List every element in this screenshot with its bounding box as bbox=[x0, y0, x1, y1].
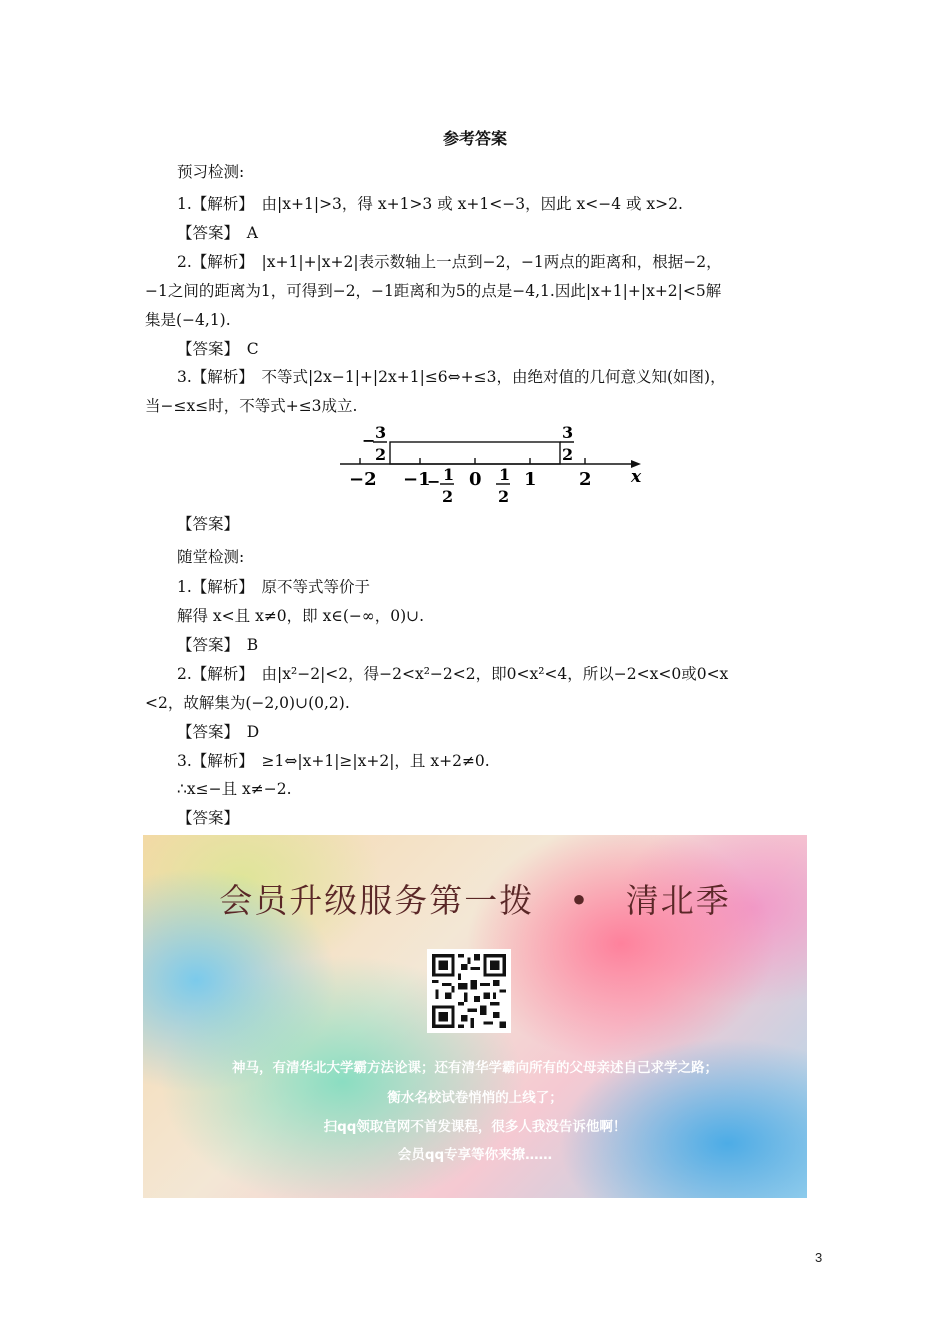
text-line: ∴x≤−且 x≠−2. bbox=[177, 780, 292, 798]
fraction-numerator: 3 bbox=[375, 423, 387, 442]
fraction-sign: − bbox=[362, 431, 376, 450]
fraction-denominator: 2 bbox=[498, 487, 510, 506]
tick-label: −1 bbox=[403, 469, 431, 490]
text-line: 1.【解析】 原不等式等价于 bbox=[177, 578, 371, 596]
tick-label: 1 bbox=[524, 469, 537, 490]
tick-label: −2 bbox=[349, 469, 377, 490]
page-number: 3 bbox=[815, 1250, 823, 1265]
fraction-numerator: 3 bbox=[562, 423, 574, 442]
fraction-denominator: 2 bbox=[442, 487, 454, 506]
text-line: 2.【解析】 由|x²−2|<2，得−2<x²−2<2，即0<x²<4，所以−2<x<0或0<x bbox=[177, 665, 729, 683]
text-line: 解得 x<且 x≠0，即 x∈(−∞，0)∪. bbox=[177, 607, 425, 625]
banner-line: 神马，有清华北大学霸方法论课；还有清华学霸向所有的父母亲述自己求学之路； bbox=[232, 1060, 718, 1076]
banner-line: 扫qq领取官网不首发课程，很多人我没告诉他啊！ bbox=[323, 1119, 627, 1135]
answer-line: 【答案】 C bbox=[177, 340, 259, 358]
banner-title: 会员升级服务第一拨 • 清北季 bbox=[219, 881, 731, 920]
tick-label: 2 bbox=[579, 469, 592, 490]
text-line: 当−≤x≤时，不等式+≤3成立. bbox=[145, 397, 358, 415]
section-heading-inclass: 随堂检测: bbox=[177, 548, 245, 566]
text-line: 3.【解析】 ≥1⇔|x+1|≥|x+2|，且 x+2≠0. bbox=[177, 752, 490, 770]
banner-line: 衡水名校试卷悄悄的上线了； bbox=[387, 1090, 563, 1106]
text-line: 3.【解析】 不等式|2x−1|+|2x+1|≤6⇔+≤3，由绝对值的几何意义知(如图)， bbox=[177, 368, 726, 386]
number-line-figure bbox=[335, 418, 655, 510]
tick-label: 0 bbox=[469, 469, 482, 490]
answer-line: 【答案】 bbox=[177, 809, 240, 827]
banner-line: 会员qq专享等你来撩…… bbox=[397, 1147, 553, 1163]
section-heading-preview: 预习检测: bbox=[177, 163, 245, 181]
fraction-sign: − bbox=[427, 472, 441, 491]
answer-line: 【答案】 B bbox=[177, 636, 259, 654]
fraction-numerator: 1 bbox=[443, 465, 455, 484]
text-line: 2.【解析】 |x+1|+|x+2|表示数轴上一点到−2，−1两点的距离和，根据−2， bbox=[177, 253, 722, 271]
text-line: 1.【解析】 由|x+1|>3，得 x+1>3 或 x+1<−3，因此 x<−4 或 x>2. bbox=[177, 195, 683, 213]
fraction-numerator: 1 bbox=[499, 465, 511, 484]
answer-line: 【答案】 A bbox=[177, 224, 258, 242]
text-line: −1之间的距离为1，可得到−2，−1距离和为5的点是−4,1.因此|x+1|+|x+2|<5解 bbox=[145, 282, 722, 300]
fraction-denominator: 2 bbox=[562, 445, 574, 464]
text-line: <2，故解集为(−2,0)∪(0,2). bbox=[145, 694, 350, 712]
page-title: 参考答案 bbox=[442, 129, 507, 148]
answer-line: 【答案】 D bbox=[177, 723, 260, 741]
text-line: 集是(−4,1). bbox=[145, 311, 231, 329]
fraction-denominator: 2 bbox=[375, 445, 387, 464]
axis-label: x bbox=[631, 467, 642, 487]
qr-code-icon[interactable] bbox=[427, 949, 511, 1033]
answer-line: 【答案】 bbox=[177, 515, 240, 533]
promo-banner[interactable] bbox=[143, 835, 807, 1198]
